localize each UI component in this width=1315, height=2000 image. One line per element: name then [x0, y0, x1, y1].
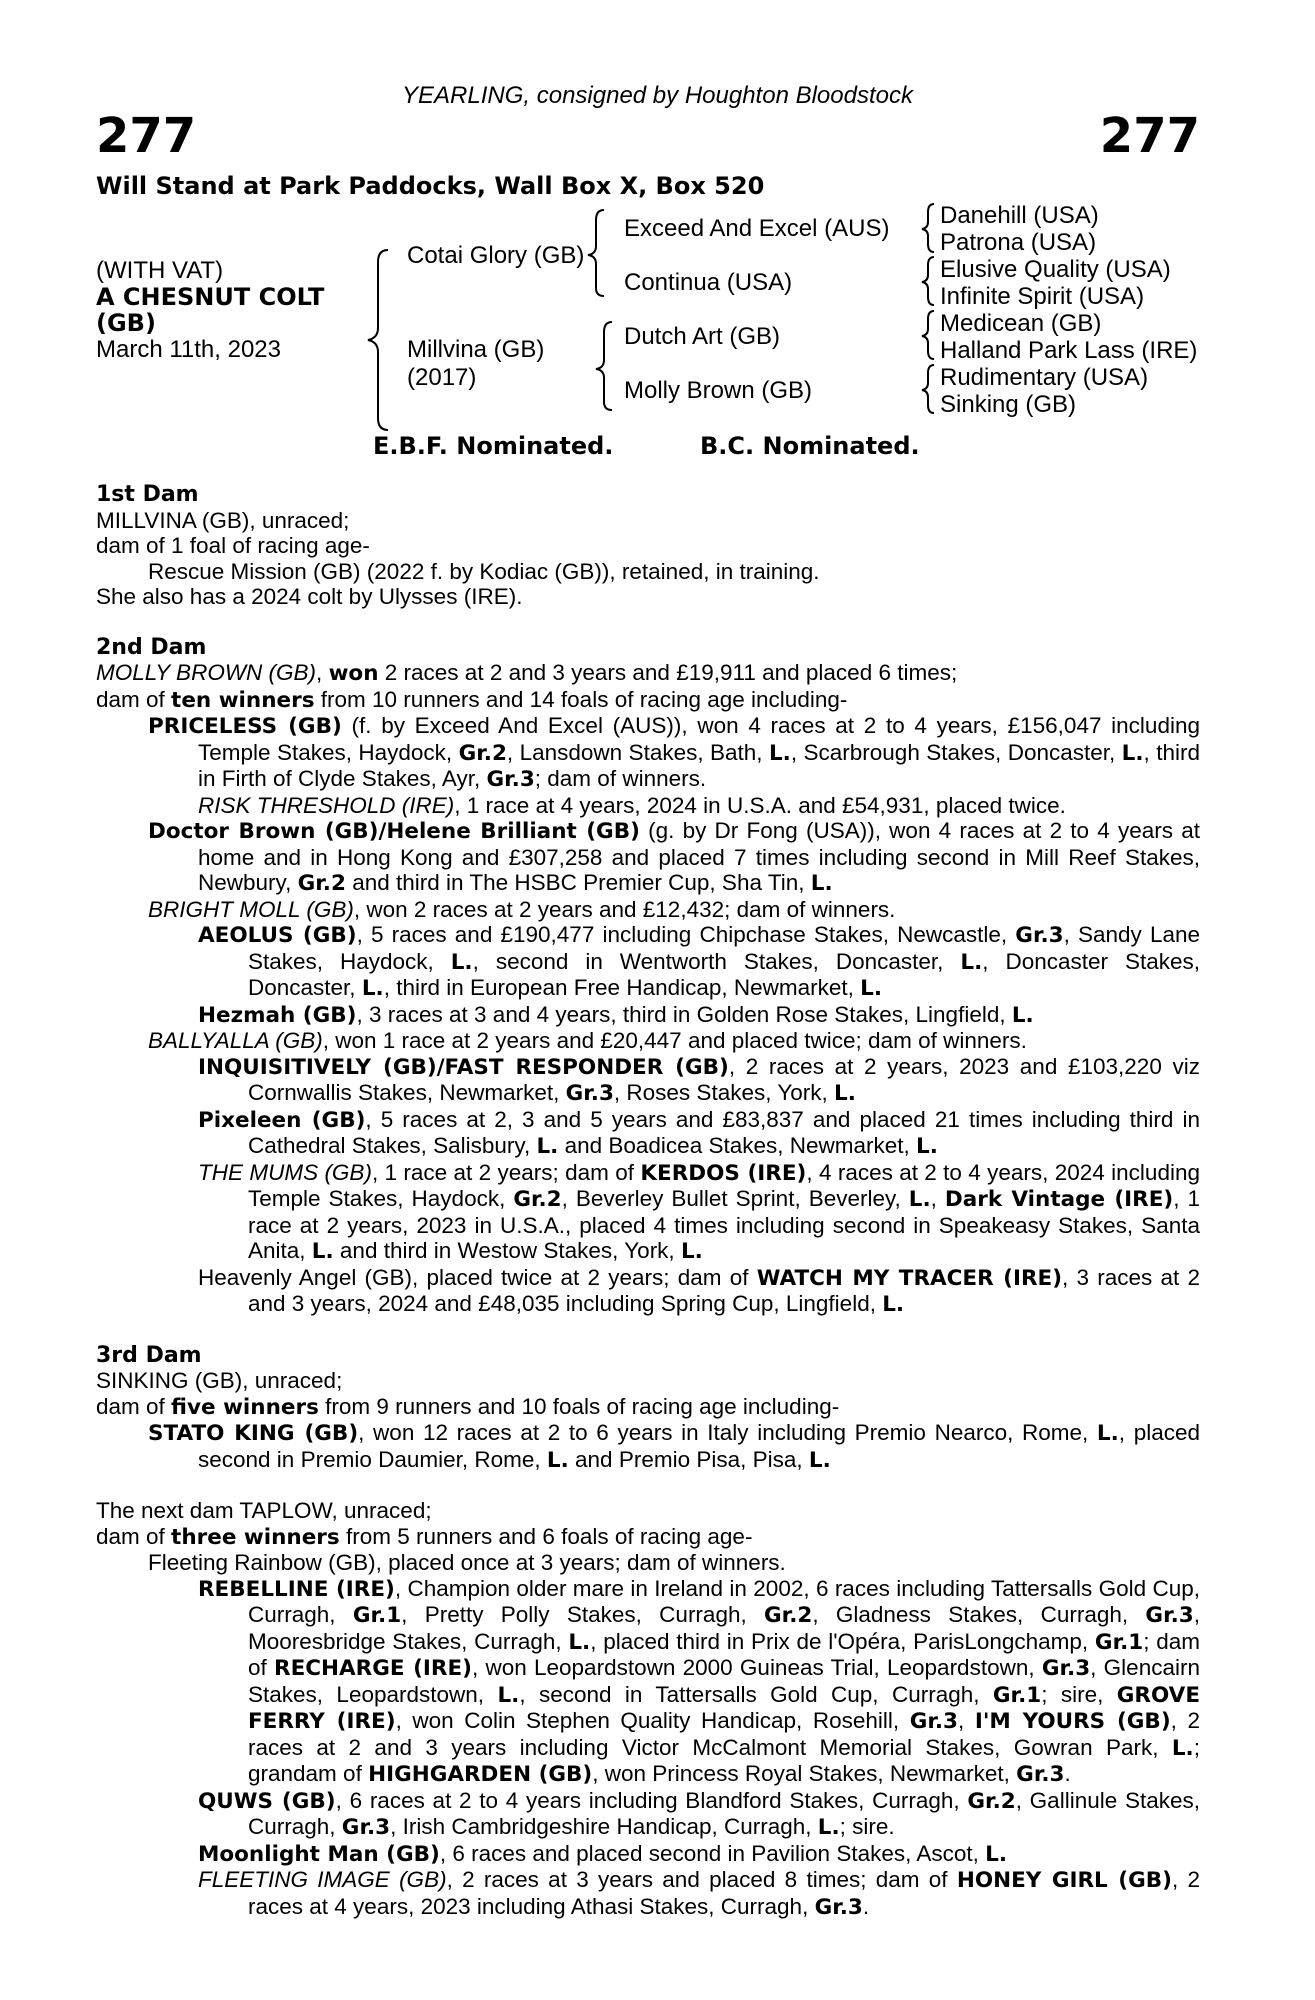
- text: , 2 races at 4 years, 2023 including Athasi Stakes, Curragh,: [248, 1867, 1200, 1919]
- text: L.: [916, 1134, 938, 1159]
- text: , second in Tattersalls Gold Cup, Curragh,: [519, 1681, 993, 1707]
- text: Heavenly Angel (GB), placed twice at 2 years; dam of: [198, 1264, 757, 1290]
- text: , won Colin Stephen Quality Handicap, Rosehill,: [395, 1708, 910, 1733]
- text: AEOLUS (GB): [198, 923, 357, 948]
- text: 2 races at 2 and 3 years and £19,911 and placed 6 times;: [378, 660, 958, 685]
- text: Gr.3: [565, 1081, 614, 1106]
- dam: Millvina (GB): [407, 336, 545, 363]
- lot-number-right: 277: [1099, 108, 1200, 164]
- text: , Sandy Lane Stakes, Haydock,: [248, 922, 1201, 974]
- second-dam-line: [96, 660, 1200, 687]
- horse-name: A CHESNUT COLT: [96, 283, 325, 311]
- text: L.: [808, 1447, 831, 1473]
- produce-entry: [96, 1576, 1200, 1788]
- text: (f. by Exceed And Excel (AUS)), won 4 races at 2 to 4 years, £156,047 including Temple Stakes, Haydock,: [198, 713, 1200, 765]
- text: , won 1 race at 2 years and £20,447 and placed twice; dam of winners.: [322, 1028, 1027, 1053]
- text: L.: [960, 949, 983, 975]
- text: QUWS (GB): [198, 1788, 336, 1814]
- text: Doctor Brown (GB)/Helene Brilliant (GB): [148, 819, 640, 844]
- text: L.: [1096, 1421, 1119, 1446]
- produce-entry: [96, 922, 1200, 1002]
- text: , placed second in Premio Daumier, Rome,: [198, 1420, 1200, 1472]
- text: L.: [817, 1815, 840, 1840]
- text: THE MUMS (GB): [198, 1159, 372, 1185]
- text: won: [328, 661, 379, 686]
- text: Gr.2: [297, 871, 346, 896]
- text: , Beverley Bullet Sprint, Beverley,: [561, 1186, 909, 1211]
- text: ,: [958, 1708, 975, 1733]
- text: , won 2 races at 2 years and £12,432; dam of winners.: [353, 896, 896, 922]
- text: and Boadicea Stakes, Newmarket,: [558, 1133, 917, 1158]
- text: L.: [1011, 1002, 1034, 1028]
- produce-entry: [96, 793, 1200, 819]
- vat-note: (WITH VAT): [96, 257, 224, 284]
- ped-sdd: Infinite Spirit (USA): [940, 283, 1145, 310]
- text: INQUISITIVELY (GB)/FAST RESPONDER (GB): [198, 1054, 729, 1080]
- text: Gr.2: [967, 1788, 1016, 1814]
- text: ; sire,: [1041, 1681, 1117, 1707]
- produce-entry: [96, 1160, 1200, 1265]
- stand-location: Will Stand at Park Paddocks, Wall Box X, Box 520: [96, 172, 765, 200]
- ped-dss: Medicean (GB): [940, 310, 1102, 337]
- next-dam-line: The next dam TAPLOW, unraced;: [96, 1498, 432, 1523]
- produce-entry: [96, 1107, 1200, 1160]
- text: , won Princess Royal Stakes, Newmarket,: [592, 1761, 1017, 1786]
- text: , Glencairn Stakes, Leopardstown,: [248, 1655, 1200, 1707]
- dam-name: MOLLY BROWN (GB): [96, 660, 317, 685]
- text: Gr.1: [992, 1682, 1042, 1708]
- text: , won 12 races at 2 to 6 years in Italy including Premio Nearco, Rome,: [358, 1420, 1097, 1445]
- produce-entry: [96, 1002, 1200, 1029]
- next-dam-line: [96, 1524, 1200, 1551]
- produce-entry: [96, 1420, 1200, 1473]
- third-dam-heading: 3rd Dam: [96, 1342, 202, 1368]
- bc-nomination: B.C. Nominated.: [700, 432, 920, 460]
- text: , second in Wentworth Stakes, Doncaster,: [472, 948, 961, 974]
- text: L.: [546, 1447, 569, 1473]
- text: Gr.2: [458, 740, 507, 766]
- produce-entry: [96, 897, 1200, 923]
- first-dam-line: dam of 1 foal of racing age-: [96, 533, 370, 558]
- produce-entry: [96, 1028, 1200, 1054]
- text: , third in European Free Handicap, Newmarket,: [383, 975, 861, 1000]
- text: L.: [497, 1682, 520, 1708]
- produce-entry: Fleeting Rainbow (GB), placed once at 3 years; dam of winners.: [148, 1550, 786, 1575]
- text: RISK THRESHOLD (IRE): [198, 792, 455, 818]
- text: , 1 race at 2 years; dam of: [371, 1159, 641, 1185]
- text: and third in Westow Stakes, York,: [333, 1238, 681, 1263]
- text: ; sire.: [839, 1814, 895, 1839]
- text: ; grandam of: [248, 1734, 1200, 1786]
- text: , Scarbrough Stakes, Doncaster,: [790, 739, 1122, 765]
- text: L.: [810, 871, 833, 896]
- third-dam-line: [96, 1394, 1200, 1421]
- text: , won Leopardstown 2000 Guineas Trial, Leopardstown,: [471, 1655, 1042, 1680]
- text: Moonlight Man (GB): [198, 1841, 440, 1867]
- text: Gr.3: [1145, 1603, 1194, 1628]
- sire: Cotai Glory (GB): [407, 242, 585, 269]
- ped-dsd: Halland Park Lass (IRE): [940, 337, 1198, 364]
- text: ten winners: [171, 687, 315, 713]
- text: L.: [908, 1187, 931, 1212]
- text: five winners: [171, 1394, 319, 1420]
- text: dam of: [96, 686, 172, 712]
- third-dam-line: SINKING (GB), unraced;: [96, 1368, 343, 1393]
- text: , Doncaster Stakes, Doncaster,: [248, 948, 1200, 1000]
- text: L.: [536, 1134, 559, 1159]
- text: dam of: [96, 1393, 172, 1419]
- text: ,: [930, 1186, 945, 1211]
- text: HONEY GIRL (GB): [956, 1868, 1172, 1893]
- text: L.: [985, 1841, 1008, 1867]
- text: , placed third in Prix de l'Opéra, ParisLongchamp,: [590, 1628, 1095, 1654]
- text: , Champion older mare in Ireland in 2002, 6 races including Tattersalls Gold Cup, Curragh,: [248, 1575, 1200, 1627]
- dam-year: (2017): [407, 364, 477, 391]
- produce-entry: [96, 1841, 1200, 1868]
- text: HIGHGARDEN (GB): [368, 1762, 593, 1787]
- text: , 3 races at 3 and 4 years, third in Golden Rose Stakes, Lingfield,: [356, 1001, 1012, 1027]
- text: from 5 runners and 6 foals of racing age-: [339, 1523, 753, 1549]
- dam-produce-record: [96, 482, 1200, 1920]
- first-dam-foal: Rescue Mission (GB) (2022 f. by Kodiac (GB)), retained, in training.: [148, 558, 820, 584]
- text: GROVE FERRY (IRE): [248, 1682, 1201, 1734]
- text: RECHARGE (IRE): [274, 1656, 472, 1681]
- text: ; dam of: [248, 1628, 1200, 1680]
- text: Gr.3: [1015, 923, 1064, 948]
- text: , Gallinule Stakes, Curragh,: [248, 1787, 1200, 1839]
- text: , 3 races at 2 and 3 years, 2024 and £48,035 including Spring Cup, Lingfield,: [248, 1264, 1200, 1316]
- text: L.: [882, 1292, 905, 1317]
- text: .: [862, 1893, 870, 1919]
- text: , 4 races at 2 to 4 years, 2024 including Temple Stakes, Haydock,: [248, 1159, 1200, 1211]
- text: , Mooresbridge Stakes, Curragh,: [248, 1602, 1200, 1654]
- ped-ssd: Patrona (USA): [940, 229, 1097, 256]
- text: , Pretty Polly Stakes, Curragh,: [401, 1602, 765, 1627]
- ped-dds: Rudimentary (USA): [940, 364, 1149, 391]
- text: L.: [834, 1081, 856, 1106]
- text: L.: [361, 976, 384, 1001]
- text: Gr.2: [513, 1187, 562, 1212]
- text: PRICELESS (GB): [148, 714, 342, 739]
- text: Dark Vintage (IRE): [944, 1187, 1174, 1212]
- text: Gr.1: [1094, 1629, 1144, 1655]
- text: Gr.3: [1041, 1656, 1091, 1681]
- text: , 5 races and £190,477 including Chipchase Stakes, Newcastle,: [356, 922, 1016, 947]
- text: , 2 races at 2 and 3 years including Victor McCalmont Memorial Stakes, Gowran Park,: [248, 1708, 1200, 1760]
- produce-entry: [96, 1054, 1200, 1107]
- text: , 5 races at 2, 3 and 5 years and £83,837 and placed 21 times including third in Cathedral Stakes, Salisbury,: [248, 1106, 1200, 1158]
- text: , third in Firth of Clyde Stakes, Ayr,: [198, 739, 1200, 791]
- produce-entry: [96, 818, 1200, 897]
- text: , 1 race at 4 years, 2024 in U.S.A. and £54,931, placed twice.: [454, 792, 1066, 818]
- text: three winners: [171, 1524, 340, 1550]
- produce-entry: [96, 713, 1200, 793]
- text: REBELLINE (IRE): [198, 1576, 395, 1602]
- text: Gr.3: [486, 767, 535, 792]
- text: ,: [316, 660, 329, 685]
- ped-sds: Elusive Quality (USA): [940, 256, 1171, 283]
- ebf-nomination: E.B.F. Nominated.: [373, 432, 614, 460]
- text: , 2 races at 2 years, 2023 and £103,220 viz Cornwallis Stakes, Newmarket,: [248, 1053, 1200, 1105]
- foaling-date: March 11th, 2023: [96, 336, 282, 363]
- text: Hezmah (GB): [198, 1002, 357, 1028]
- text: (g. by Dr Fong (USA)), won 4 races at 2 to 4 years at home and in Hong Kong and £307,258 and placed 7 times including second in Mill Reef Stakes, Newbury,: [198, 818, 1200, 895]
- text: L.: [568, 1629, 591, 1655]
- text: L.: [1121, 740, 1144, 766]
- horse-name-country: (GB): [96, 309, 156, 337]
- text: ; dam of winners.: [534, 766, 707, 791]
- text: .: [1064, 1761, 1071, 1786]
- text: , 2 races at 3 years and placed 8 times; dam of: [446, 1867, 957, 1892]
- text: Gr.1: [352, 1603, 402, 1628]
- text: , Irish Cambridgeshire Handicap, Curragh,: [390, 1814, 818, 1839]
- text: Gr.2: [764, 1603, 813, 1628]
- first-dam-heading: 1st Dam: [96, 482, 199, 507]
- sire-sire: Exceed And Excel (AUS): [624, 215, 890, 242]
- text: , Lansdown Stakes, Bath,: [506, 739, 769, 765]
- second-dam-heading: 2nd Dam: [96, 634, 207, 660]
- text: L.: [1171, 1735, 1194, 1761]
- text: from 10 runners and 14 foals of racing age including-: [314, 686, 848, 712]
- text: , Roses Stakes, York,: [613, 1080, 835, 1105]
- text: L.: [860, 976, 883, 1001]
- dam-dam: Molly Brown (GB): [624, 377, 813, 404]
- text: KERDOS (IRE): [640, 1160, 807, 1186]
- text: Gr.3: [909, 1709, 959, 1734]
- text: , 6 races at 2 to 4 years including Blandford Stakes, Curragh,: [335, 1787, 968, 1813]
- text: I'M YOURS (GB): [974, 1709, 1171, 1734]
- text: Pixeleen (GB): [198, 1107, 366, 1133]
- sire-dam: Continua (USA): [624, 269, 793, 296]
- text: and Premio Pisa, Pisa,: [568, 1446, 809, 1472]
- produce-entry: [96, 1788, 1200, 1841]
- text: L.: [311, 1239, 334, 1264]
- text: BRIGHT MOLL (GB): [148, 896, 354, 922]
- text: L.: [450, 949, 473, 975]
- produce-entry: [96, 1265, 1200, 1318]
- text: L.: [680, 1239, 703, 1264]
- text: L.: [768, 740, 791, 766]
- produce-entry: [96, 1867, 1200, 1920]
- text: , Gladness Stakes, Curragh,: [812, 1602, 1146, 1627]
- ped-sss: Danehill (USA): [940, 202, 1099, 229]
- first-dam-line: MILLVINA (GB), unraced;: [96, 507, 350, 533]
- text: Gr.3: [341, 1815, 391, 1840]
- text: dam of: [96, 1523, 172, 1549]
- first-dam-line: She also has a 2024 colt by Ulysses (IRE).: [96, 584, 523, 609]
- text: STATO KING (GB): [148, 1421, 359, 1446]
- text: Gr.3: [814, 1894, 863, 1920]
- text: and third in The HSBC Premier Cup, Sha Tin,: [345, 870, 811, 895]
- text: , 6 races and placed second in Pavilion Stakes, Ascot,: [439, 1840, 986, 1866]
- dam-sire: Dutch Art (GB): [624, 323, 781, 350]
- ped-ddd: Sinking (GB): [940, 391, 1077, 418]
- text: FLEETING IMAGE (GB): [198, 1867, 447, 1892]
- text: from 9 runners and 10 foals of racing age including-: [318, 1393, 840, 1419]
- consignor-subtitle: YEARLING, consigned by Houghton Bloodstock: [402, 82, 913, 109]
- second-dam-line: [96, 687, 1200, 714]
- lot-number-left: 277: [96, 108, 197, 164]
- text: Gr.3: [1016, 1762, 1065, 1787]
- text: BALLYALLA (GB): [148, 1028, 323, 1053]
- text: , 1 race at 2 years, 2023 in U.S.A., placed 4 times including second in Speakeasy Stakes, Santa Anita,: [248, 1186, 1200, 1263]
- text: WATCH MY TRACER (IRE): [756, 1265, 1063, 1291]
